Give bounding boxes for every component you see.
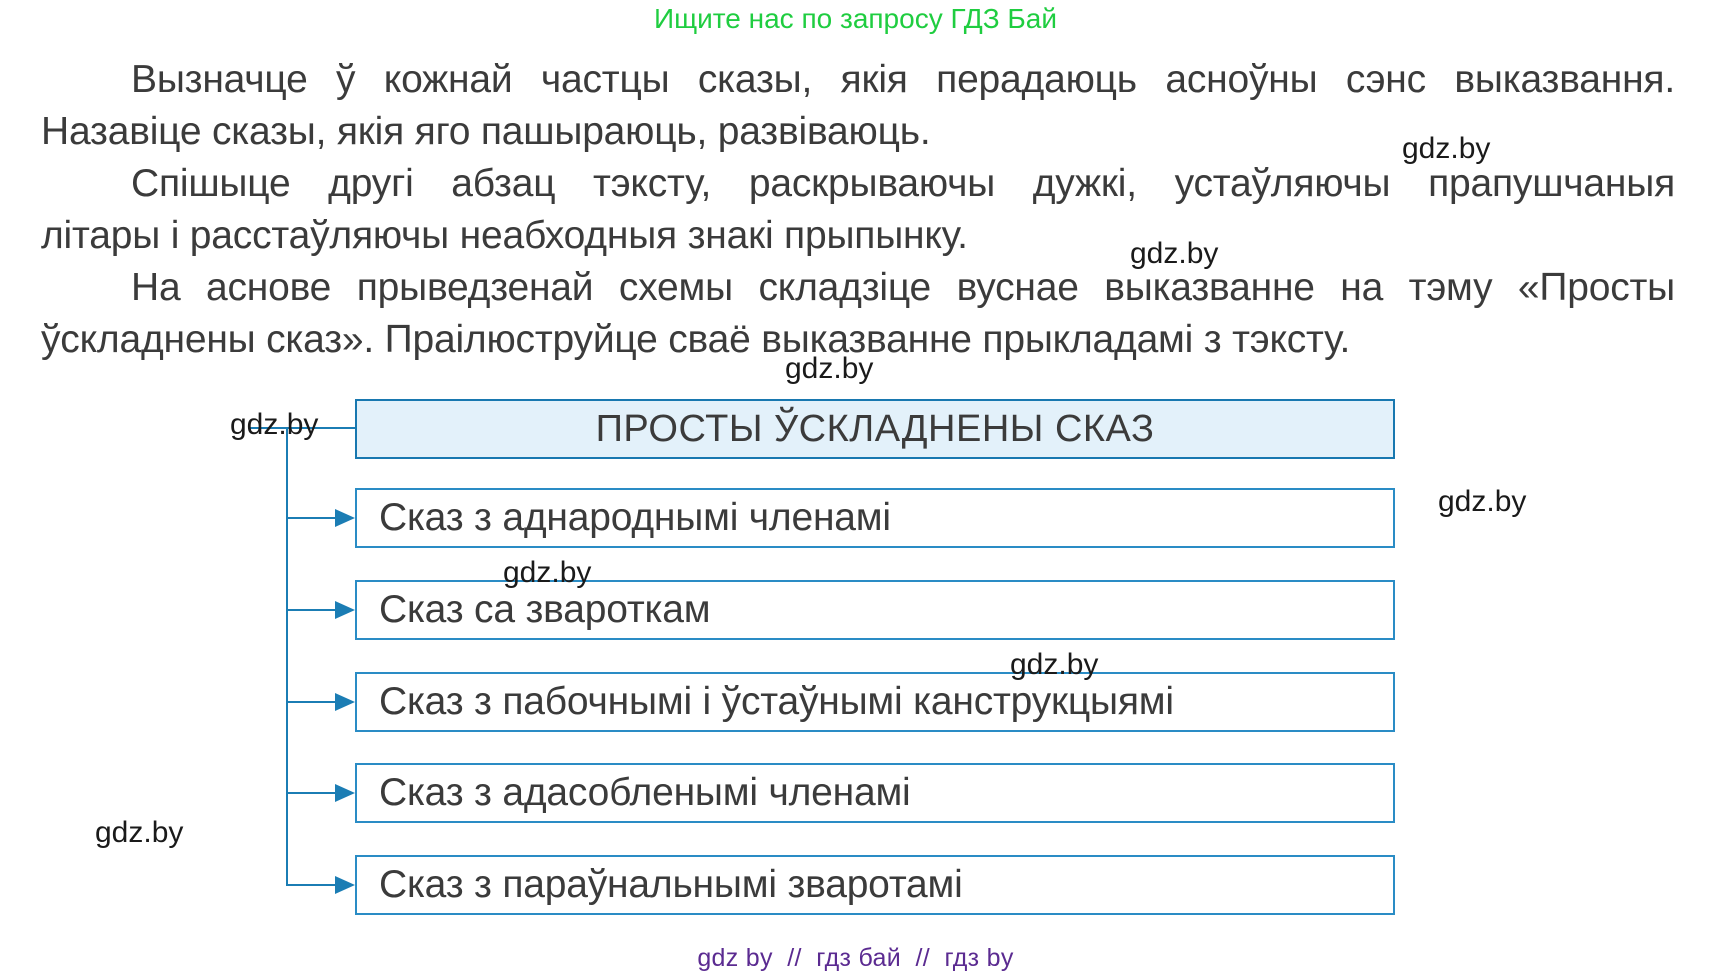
promo-header: Ищите нас по запросу ГДЗ Бай: [653, 3, 1058, 34]
diagram-item-box: [355, 763, 1395, 823]
gdzby-watermark: gdz.by: [1130, 237, 1219, 270]
arrow-right-icon: [335, 784, 355, 802]
connector-branch-line: [286, 517, 336, 519]
gdzby-watermark: gdz.by: [785, 352, 874, 385]
connector-branch-line: [286, 701, 336, 703]
gdzby-watermark: gdz.by: [503, 556, 592, 589]
arrow-right-icon: [335, 509, 355, 527]
arrow-right-icon: [335, 876, 355, 894]
arrow-right-icon: [335, 693, 355, 711]
diagram-item-label: Сказ з аднароднымі членамі: [379, 496, 891, 539]
diagram-item-label: Сказ са звароткам: [379, 587, 711, 631]
diagram-item-label: Сказ з параўнальнымі зваротамі: [379, 863, 963, 906]
gdzby-watermark: gdz.by: [230, 408, 319, 441]
connector-branch-line: [286, 884, 336, 886]
diagram-item-box: [355, 855, 1395, 915]
connector-branch-line: [286, 609, 336, 611]
instruction-line: ўскладнены сказ». Праілюструйце сваё выказванне прыкладамі з тэксту.: [41, 318, 1351, 361]
instruction-line: літары і расстаўляючы неабходныя знакі прыпынку.: [41, 214, 968, 257]
diagram-title: ПРОСТЫ ЎСКЛАДНЕНЫ СКАЗ: [595, 407, 1155, 450]
connector-trunk: [286, 427, 288, 886]
gdzby-watermark: gdz.by: [1010, 648, 1099, 681]
diagram-item-box: [355, 488, 1395, 548]
gdzby-watermark: gdz.by: [95, 816, 184, 849]
instruction-line: Вызначце ў кожнай частцы сказы, якія перадаюць асноўны сэнс выказвання.: [131, 58, 1675, 101]
site-footer: gdz by // гдз бай // гдз by: [697, 944, 1014, 972]
instruction-line: Назавіце сказы, якія яго пашыраюць, развіваюць.: [41, 110, 931, 153]
instruction-line: На аснове прыведзенай схемы складзіце вуснае выказванне на тэму «Просты: [131, 266, 1675, 309]
gdzby-watermark: gdz.by: [1402, 132, 1491, 165]
connector-branch-line: [286, 792, 336, 794]
instructions-text: [41, 54, 1675, 366]
diagram-title-box: [355, 399, 1395, 459]
arrow-right-icon: [335, 601, 355, 619]
gdzby-watermark: gdz.by: [1438, 485, 1527, 518]
instruction-line: Спішыце другі абзац тэксту, раскрываючы дужкі, устаўляючы прапушчаныя: [131, 162, 1675, 205]
diagram-item-label: Сказ з адасобленымі членамі: [379, 771, 911, 815]
diagram-item-label: Сказ з пабочнымі і ўстаўнымі канструкцыямі: [379, 679, 1174, 723]
diagram-item-box: [355, 672, 1395, 732]
